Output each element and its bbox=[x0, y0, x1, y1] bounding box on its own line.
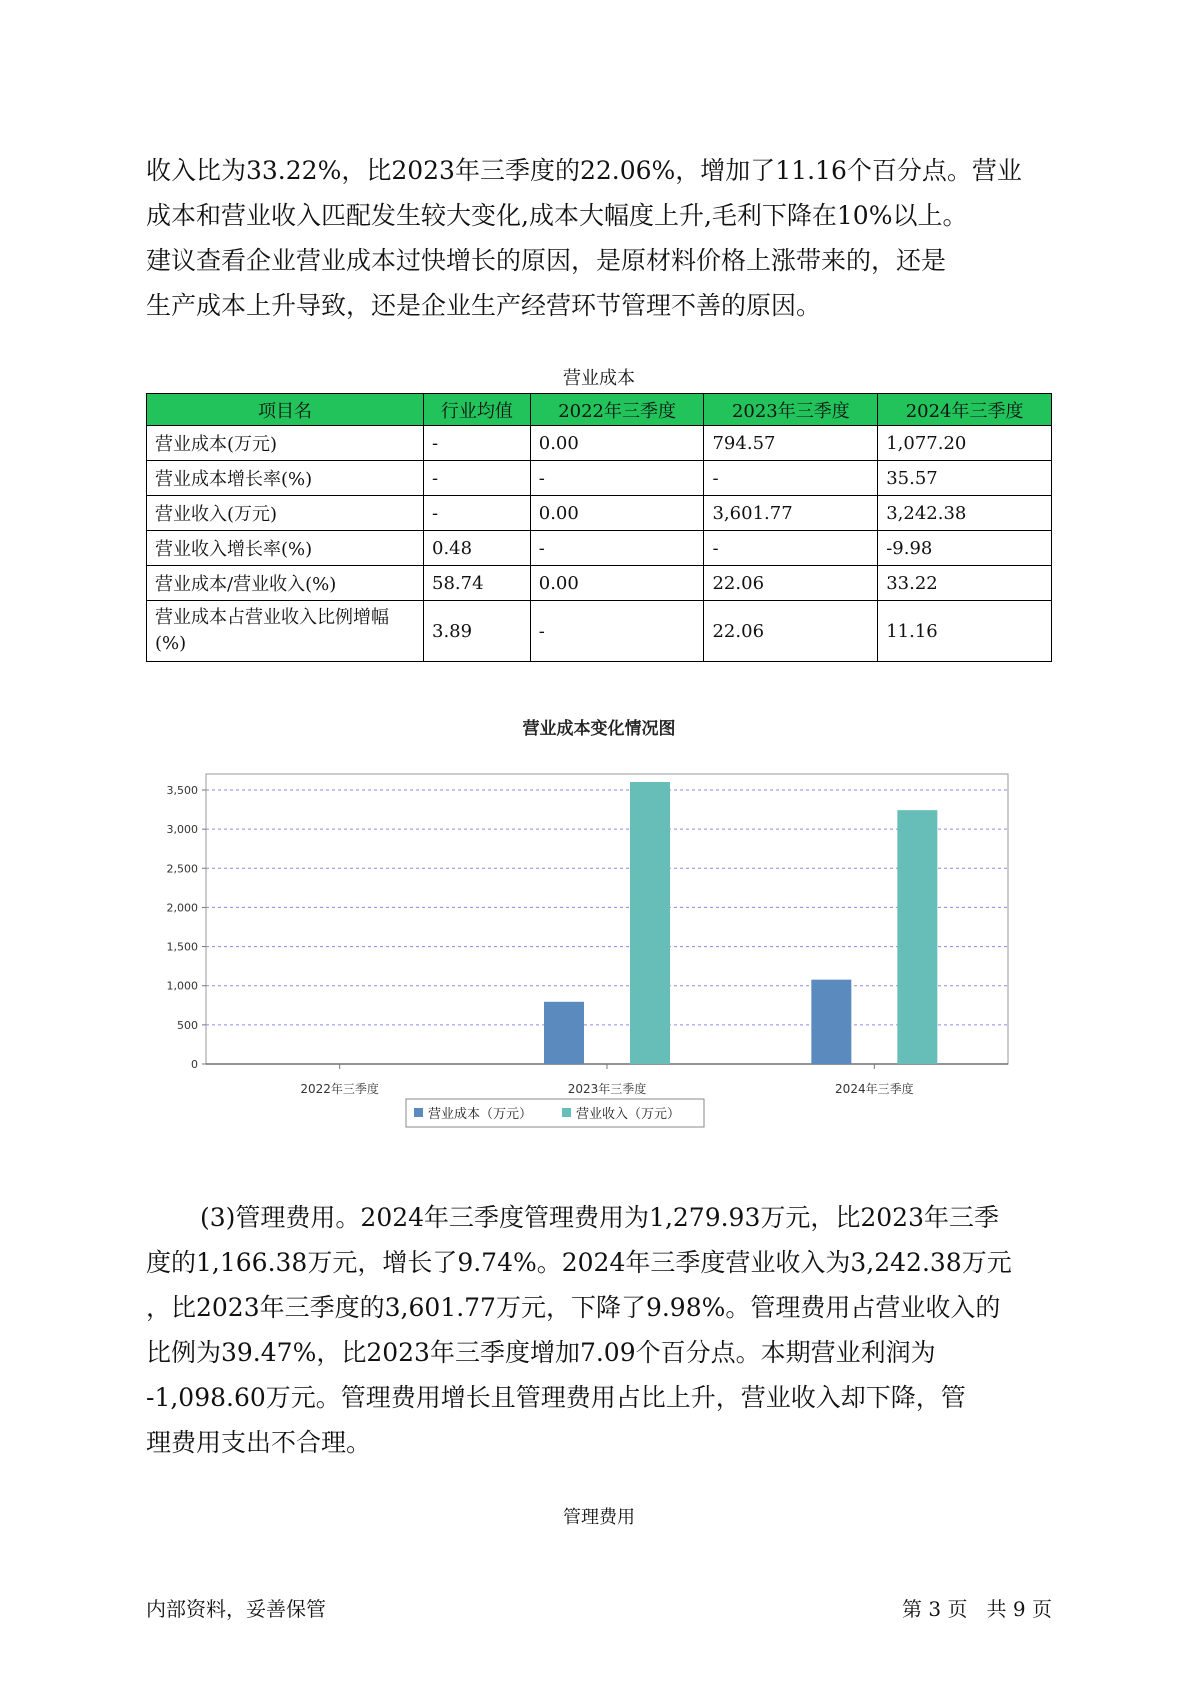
y-tick-label: 0 bbox=[191, 1058, 198, 1071]
column-header: 行业均值 bbox=[424, 394, 531, 426]
table-cell: 3.89 bbox=[424, 601, 531, 662]
table-cell: 58.74 bbox=[424, 566, 531, 601]
table-cell: 11.16 bbox=[878, 601, 1052, 662]
table-cell: - bbox=[530, 461, 704, 496]
y-tick-label: 2,500 bbox=[166, 862, 198, 876]
table-cell: - bbox=[424, 426, 531, 461]
table-header-row bbox=[147, 394, 1052, 426]
table-row bbox=[147, 601, 1052, 662]
y-tick-label: 3,000 bbox=[166, 823, 198, 837]
table-cell: 0.00 bbox=[530, 426, 704, 461]
table-cell: 1,077.20 bbox=[878, 426, 1052, 461]
column-header: 2024年三季度 bbox=[878, 394, 1052, 426]
paragraph-line: (3)管理费用。2024年三季度管理费用为1,279.93万元，比2023年三季 bbox=[200, 1203, 999, 1232]
column-header: 项目名 bbox=[147, 394, 424, 426]
y-tick-label: 2,000 bbox=[166, 901, 198, 915]
table-row bbox=[147, 461, 1052, 496]
x-tick-label: 2024年三季度 bbox=[835, 1082, 914, 1096]
table-cell: - bbox=[530, 531, 704, 566]
operating-cost-table bbox=[146, 393, 1052, 662]
table-cell: - bbox=[424, 461, 531, 496]
column-header: 2023年三季度 bbox=[704, 394, 878, 426]
legend-swatch bbox=[562, 1108, 571, 1117]
legend-label: 营业收入（万元） bbox=[576, 1107, 681, 1122]
table-cell: 0.00 bbox=[530, 566, 704, 601]
paragraph-line: 度的1,166.38万元，增长了9.74%。2024年三季度营业收入为3,242.38万元 bbox=[146, 1248, 1012, 1277]
table-cell: 营业收入(万元) bbox=[147, 496, 424, 531]
table-caption: 营业成本 bbox=[563, 368, 635, 389]
y-tick-label: 500 bbox=[177, 1018, 198, 1032]
y-tick-label: 1,500 bbox=[166, 940, 198, 954]
table-cell: 794.57 bbox=[704, 426, 878, 461]
plot-frame bbox=[206, 774, 1008, 1064]
table-cell: 营业成本(万元) bbox=[147, 426, 424, 461]
bar bbox=[544, 1002, 584, 1064]
paragraph-line: 成本和营业收入匹配发生较大变化,成本大幅度上升,毛利下降在10%以上。 bbox=[146, 201, 968, 230]
table-cell: - bbox=[704, 461, 878, 496]
table-cell: 22.06 bbox=[704, 601, 878, 662]
paragraph-management-expense bbox=[146, 1195, 1052, 1465]
table-cell: 3,601.77 bbox=[704, 496, 878, 531]
bar bbox=[630, 782, 670, 1064]
table-row bbox=[147, 531, 1052, 566]
column-header: 2022年三季度 bbox=[530, 394, 704, 426]
table-cell: 22.06 bbox=[704, 566, 878, 601]
table-row bbox=[147, 496, 1052, 531]
table-cell: 营业成本占营业收入比例增幅(%) bbox=[147, 601, 424, 662]
x-tick-label: 2022年三季度 bbox=[300, 1082, 379, 1096]
table-cell: 33.22 bbox=[878, 566, 1052, 601]
cost-bar-chart bbox=[146, 710, 1052, 1170]
table-cell: 0.00 bbox=[530, 496, 704, 531]
y-tick-label: 1,000 bbox=[166, 979, 198, 993]
legend-swatch bbox=[414, 1108, 423, 1117]
paragraph-line: 比例为39.47%，比2023年三季度增加7.09个百分点。本期营业利润为 bbox=[146, 1338, 936, 1367]
table-row bbox=[147, 426, 1052, 461]
table-cell: 营业收入增长率(%) bbox=[147, 531, 424, 566]
table-cell: -9.98 bbox=[878, 531, 1052, 566]
table-cell: - bbox=[704, 531, 878, 566]
footer-page-number: 第 3 页 共 9 页 bbox=[902, 1597, 1052, 1621]
footer-confidential-note: 内部资料，妥善保管 bbox=[146, 1597, 326, 1621]
table-cell: 35.57 bbox=[878, 461, 1052, 496]
x-tick-label: 2023年三季度 bbox=[567, 1082, 647, 1096]
table-cell: 3,242.38 bbox=[878, 496, 1052, 531]
table-cell: 营业成本/营业收入(%) bbox=[147, 566, 424, 601]
table-cell: 营业成本增长率(%) bbox=[147, 461, 424, 496]
legend-label: 营业成本（万元） bbox=[428, 1107, 533, 1122]
table-cell: - bbox=[530, 601, 704, 662]
table-row bbox=[147, 566, 1052, 601]
y-tick-label: 3,500 bbox=[166, 784, 198, 797]
paragraph-line: -1,098.60万元。管理费用增长且管理费用占比上升，营业收入却下降，管 bbox=[146, 1383, 966, 1412]
table-cell: 0.48 bbox=[424, 531, 531, 566]
paragraph-line: 建议查看企业营业成本过快增长的原因，是原材料价格上涨带来的，还是 bbox=[146, 246, 947, 275]
paragraph-cost-analysis bbox=[146, 148, 1052, 328]
paragraph-line: 理费用支出不合理。 bbox=[146, 1428, 372, 1457]
chart-title: 营业成本变化情况图 bbox=[522, 719, 676, 739]
paragraph-line: 收入比为33.22%，比2023年三季度的22.06%，增加了11.16个百分点。营业 bbox=[146, 156, 1022, 185]
paragraph-line: 生产成本上升导致，还是企业生产经营环节管理不善的原因。 bbox=[146, 291, 822, 320]
bar bbox=[811, 980, 851, 1064]
section-caption: 管理费用 bbox=[563, 1507, 635, 1528]
table-cell: - bbox=[424, 496, 531, 531]
bar bbox=[897, 810, 937, 1064]
paragraph-line: ，比2023年三季度的3,601.77万元，下降了9.98%。管理费用占营业收入的 bbox=[146, 1293, 1001, 1322]
